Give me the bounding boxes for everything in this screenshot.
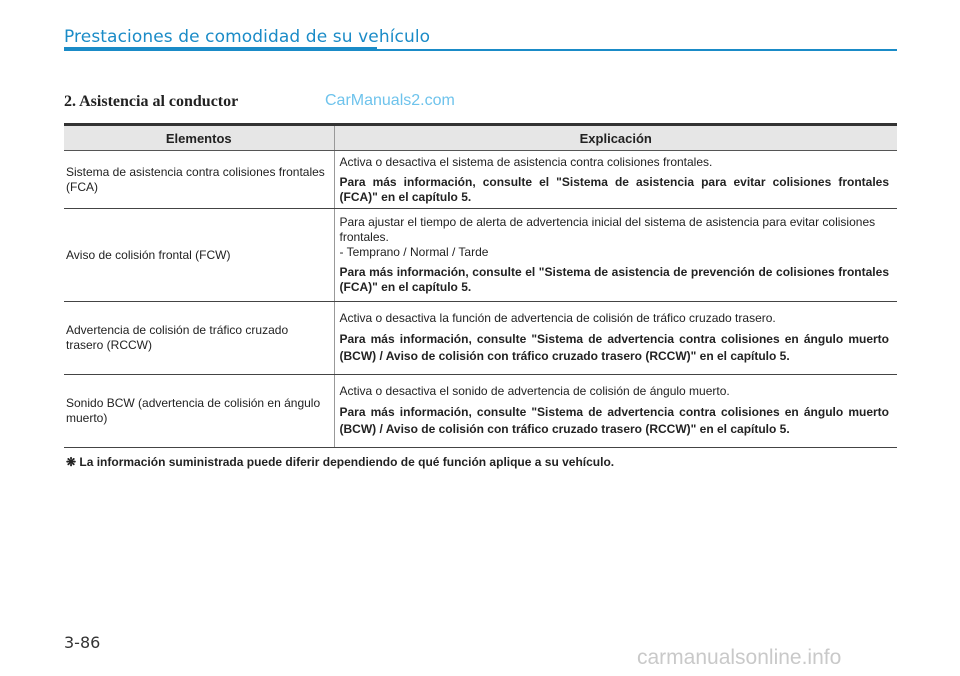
reference-text: Para más información, consulte el "Sistema de asistencia de prevención de colisiones frontales (FCA)" en el capítulo 5. bbox=[339, 265, 889, 294]
column-header-elementos: Elementos bbox=[64, 125, 334, 151]
reference-text: Para más información, consulte el "Sistema de asistencia para evitar colisiones frontales (FCA)" en el capítulo 5. bbox=[339, 174, 889, 204]
explanation-text: Activa o desactiva el sonido de advertencia de colisión de ángulo muerto. bbox=[339, 384, 730, 398]
chapter-title: Prestaciones de comodidad de su vehículo bbox=[64, 27, 431, 47]
settings-table bbox=[64, 123, 897, 448]
explanation-cell bbox=[334, 151, 897, 209]
table-header-row bbox=[64, 125, 897, 151]
explanation-cell bbox=[334, 375, 897, 448]
table-row bbox=[64, 302, 897, 375]
watermark-top: CarManuals2.com bbox=[325, 92, 455, 109]
element-cell: Sistema de asistencia contra colisiones frontales (FCA) bbox=[64, 151, 334, 209]
explanation-cell bbox=[334, 302, 897, 375]
footnote: ❋ La información suministrada puede diferir dependiendo de qué función aplique a su vehículo. bbox=[66, 455, 615, 469]
explanation-cell bbox=[334, 209, 897, 302]
watermark-bottom: carmanualsonline.info bbox=[637, 646, 842, 669]
element-cell: Aviso de colisión frontal (FCW) bbox=[64, 209, 334, 302]
header-rule-thin bbox=[377, 49, 897, 51]
explanation-text: Activa o desactiva la función de advertencia de colisión de tráfico cruzado trasero. bbox=[339, 311, 776, 325]
reference-text: Para más información, consulte "Sistema de advertencia contra colisiones en ángulo muerto (BCW) / Aviso de colisión con tráfico cruzado trasero (RCCW)" en el capítulo 5. bbox=[339, 405, 889, 436]
reference-text: Para más información, consulte "Sistema de advertencia contra colisiones en ángulo muerto (BCW) / Aviso de colisión con tráfico cruzado trasero (RCCW)" en el capítulo 5. bbox=[339, 332, 889, 363]
element-cell: Advertencia de colisión de tráfico cruzado trasero (RCCW) bbox=[64, 302, 334, 375]
column-header-explicacion: Explicación bbox=[334, 125, 897, 151]
header-rule-thick bbox=[64, 47, 377, 51]
explanation-text: Activa o desactiva el sistema de asistencia contra colisiones frontales. bbox=[339, 154, 713, 169]
page-number: 3-86 bbox=[64, 633, 101, 652]
element-cell: Sonido BCW (advertencia de colisión en ángulo muerto) bbox=[64, 375, 334, 448]
explanation-options: - Temprano / Normal / Tarde bbox=[339, 245, 489, 259]
explanation-text: Para ajustar el tiempo de alerta de advertencia inicial del sistema de asistencia para evitar colisiones frontales. bbox=[339, 215, 876, 244]
table-row bbox=[64, 209, 897, 302]
table-row bbox=[64, 151, 897, 209]
section-title: 2. Asistencia al conductor bbox=[64, 93, 239, 110]
table-row bbox=[64, 375, 897, 448]
